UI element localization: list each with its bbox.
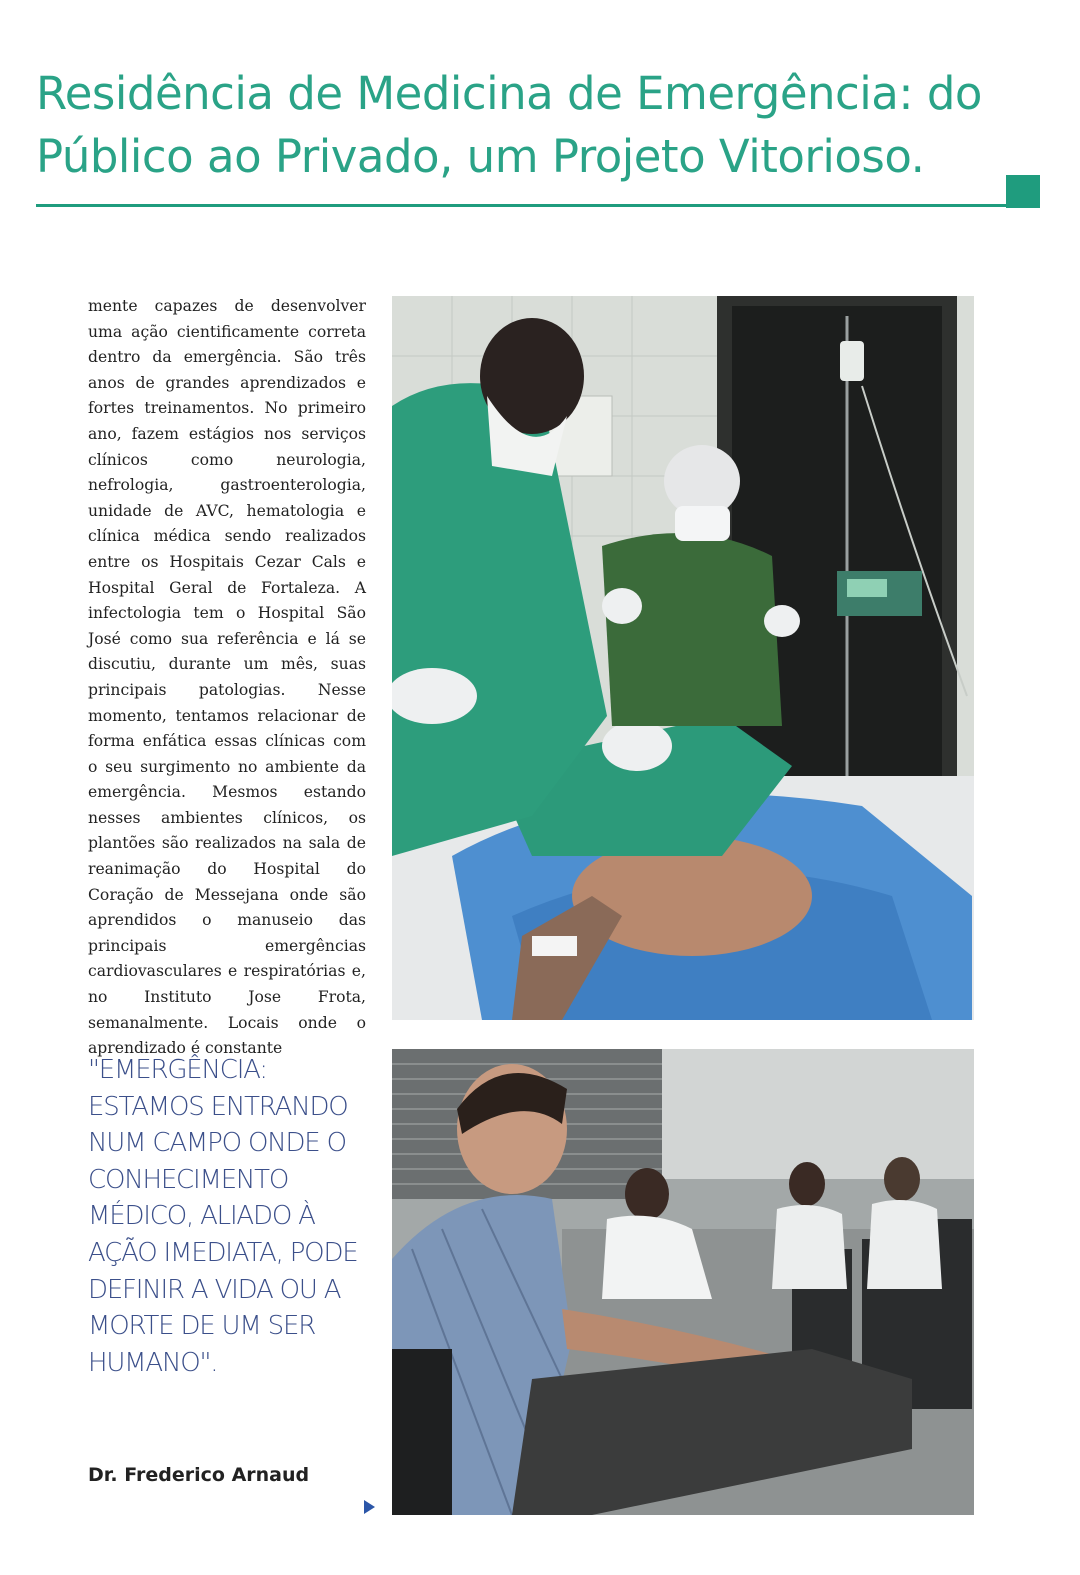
- next-page-arrow-icon: [364, 1500, 375, 1514]
- article-title: [36, 62, 1016, 188]
- title-underline: [36, 204, 1008, 207]
- photo-emergency-procedure: [392, 296, 974, 1020]
- photo-lecture-room: [392, 1049, 974, 1515]
- article-body-column: mente capazes de desenvolver uma ação cientificamente correta dentro da emergência. São três anos de grandes aprendizados e fortes treinamentos. No primeiro ano, fazem estágios nos serviços clínicos como neurologia, nefrologia, gastroenterologia, unidade de AVC, hematologia e clínica médica sendo realizados entre os Hospitais Cezar Cals e Hospital Geral de Fortaleza. A infectologia tem o Hospital São José como sua referência e lá se discutiu, durante um mês, suas principais patologias. Nesse momento, tentamos relacionar de forma enfática essas clínicas com o seu surgimento no ambiente da emergência. Mesmos estando nesses ambientes clínicos, os plantões são realizados na sala de reanimação do Hospital do Coração de Messejana onde são aprendidos o manuseio das principais emergências cardiovasculares e respiratórias e, no Instituto Jose Frota, semanalmente. Locais onde o aprendizado é constante: [88, 297, 366, 1058]
- quote-author: Dr. Frederico Arnaud: [88, 1464, 310, 1486]
- title-line-1: Residência de Medicina de Emergência: do: [36, 67, 982, 120]
- title-accent-square: [1006, 175, 1040, 208]
- title-line-2: Público ao Privado, um Projeto Vitorioso.: [36, 130, 925, 183]
- pull-quote: "EMERGÊNCIA: ESTAMOS ENTRANDO NUM CAMPO ONDE O CONHECIMENTO MÉDICO, ALIADO À AÇÃO IMEDIATA, PODE DEFINIR A VIDA OU A MORTE DE UM SER HUMANO".: [88, 1055, 358, 1378]
